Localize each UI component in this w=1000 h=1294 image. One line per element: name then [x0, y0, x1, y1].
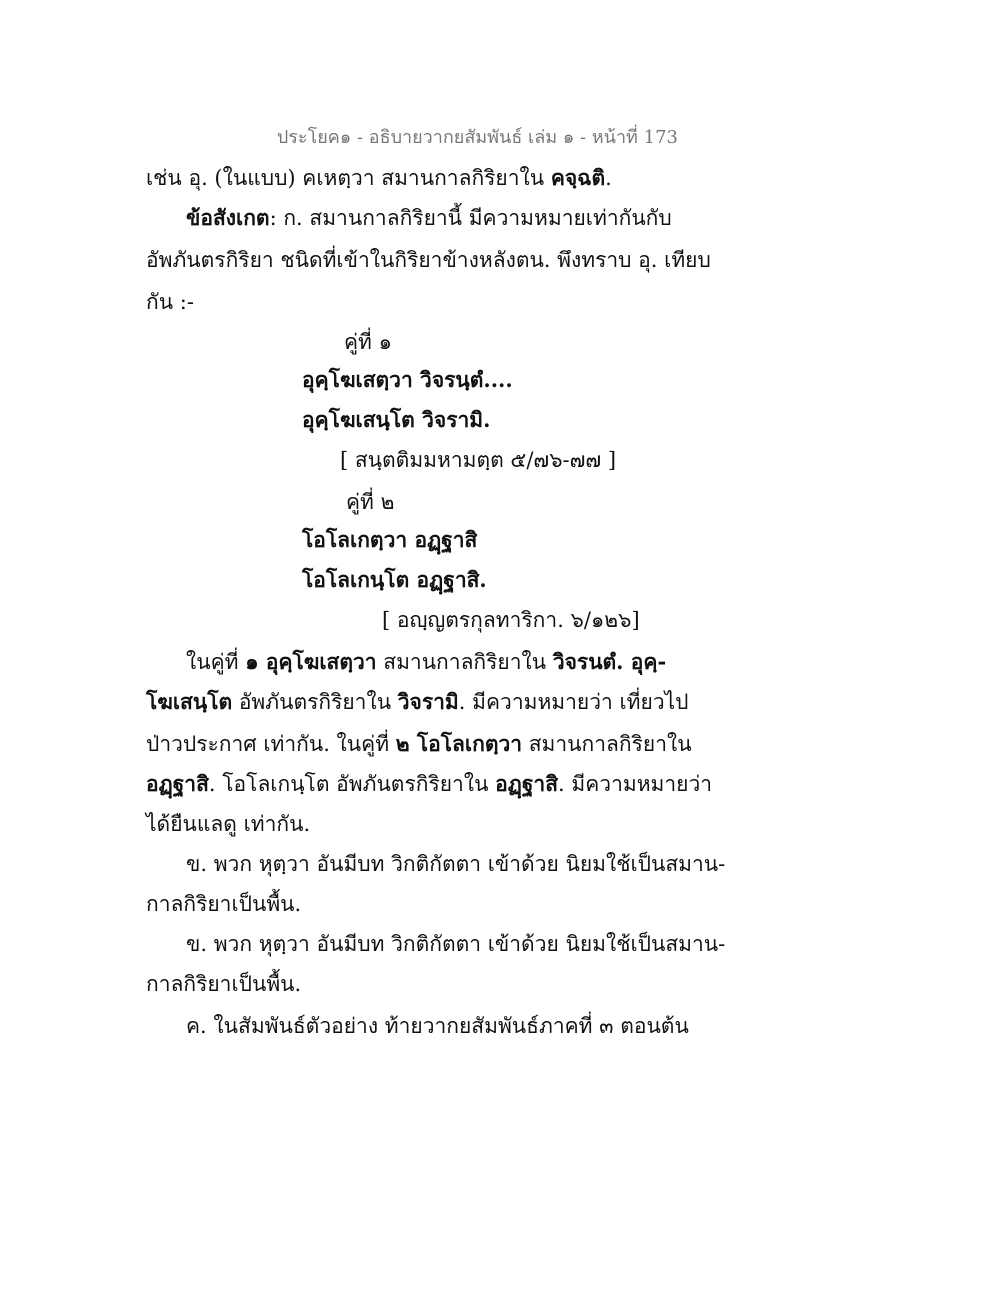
bold-term: อุคฺโฆเสนฺโต วิจรามิ. — [302, 407, 491, 432]
text-segment: ได้ยืนแลดู เท่ากัน. — [146, 812, 311, 836]
text-segment: : ก. สมานกาลกิริยานี้ มีความหมายเท่ากันกับ — [269, 206, 672, 230]
text-segment: สมานกาลกิริยาใน — [522, 732, 692, 756]
bold-term: อฏฺฐาสิ — [495, 771, 559, 796]
example-pair-label — [346, 486, 394, 519]
bold-term: คจฺฉติ — [550, 165, 606, 190]
bold-term: วิจรามิ — [397, 689, 459, 714]
text-line — [186, 646, 666, 679]
page-header: ประโยค๑ - อธิบายวากยสัมพันธ์ เล่ม ๑ - หน้าที่ 173 — [276, 127, 678, 148]
example-pair-label — [344, 326, 392, 359]
text-line — [186, 928, 725, 961]
citation — [382, 604, 640, 637]
text-line — [146, 244, 711, 277]
text-segment: อัพภันตรกิริยา ชนิดที่เข้าในกิริยาข้างหลังตน. พึงทราบ อุ. เทียบ — [146, 248, 711, 272]
bold-term: วิจรนตํ. อุคฺ- — [552, 649, 667, 674]
text-segment: อัพภันตรกิริยาใน — [232, 690, 398, 714]
bold-term: โอโลเกตฺวา อฏฺฐาสิ — [302, 527, 478, 552]
text-segment: ป่าวประกาศ เท่ากัน. ในคู่ที่ — [146, 732, 396, 756]
text-segment: เช่น อุ. (ในแบบ) คเหตฺวา สมานกาลกิริยาใน — [146, 166, 551, 190]
text-segment: ค. ในสัมพันธ์ตัวอย่าง ท้ายวากยสัมพันธ์ภาคที่ ๓ ตอนต้น — [186, 1014, 689, 1038]
example-line — [302, 364, 513, 397]
bold-term: อุคฺโฆเสตฺวา วิจรนฺตํ.... — [302, 367, 513, 392]
text-segment: กัน :- — [146, 290, 194, 314]
text-segment: [ สนฺตติมมหามตฺต ๕/๗๖-๗๗ ] — [340, 448, 617, 472]
example-line — [302, 564, 487, 597]
text-line — [146, 808, 310, 841]
bold-term: ๒ โอโลเกตฺวา — [395, 731, 523, 756]
bold-term: อฏฺฐาสิ — [146, 771, 209, 796]
text-line — [146, 888, 301, 921]
example-line — [302, 404, 490, 437]
bold-term: ๑ อุคฺโฆเสตฺวา — [245, 649, 377, 674]
text-segment: คู่ที่ ๑ — [344, 330, 392, 354]
bold-term: ข้อสังเกต — [186, 205, 270, 230]
text-segment: คู่ที่ ๒ — [346, 490, 395, 514]
text-segment: ข. พวก หุตฺวา อันมีบท วิกติกัตตา เข้าด้วย นิยมใช้เป็นสมาน- — [186, 852, 726, 876]
text-segment: สมานกาลกิริยาใน — [376, 650, 553, 674]
text-line — [146, 728, 692, 761]
text-segment: กาลกิริยาเป็นพื้น. — [146, 892, 302, 916]
text-line — [146, 286, 194, 319]
text-segment: [ อญฺญตรกุลทาริกา. ๖/๑๒๖] — [382, 608, 640, 632]
text-line — [146, 968, 301, 1001]
text-segment: ในคู่ที่ — [186, 650, 246, 674]
text-segment: . มีความหมายว่า — [558, 772, 713, 796]
text-segment: . โอโลเกนฺโต อัพภันตรกิริยาใน — [208, 772, 496, 796]
text-segment: . มีความหมายว่า เที่ยวไป — [458, 690, 689, 714]
text-line — [146, 686, 689, 719]
bold-term: โฆเสนฺโต — [146, 689, 233, 714]
text-line — [186, 1010, 689, 1043]
bold-term: โอโลเกนฺโต อฏฺฐาสิ. — [302, 567, 487, 592]
text-line — [146, 162, 612, 195]
text-segment: . — [605, 166, 612, 190]
text-segment: กาลกิริยาเป็นพื้น. — [146, 972, 302, 996]
citation — [340, 444, 616, 477]
example-line — [302, 524, 477, 557]
text-line — [186, 848, 725, 881]
text-segment: ข. พวก หุตฺวา อันมีบท วิกติกัตตา เข้าด้วย นิยมใช้เป็นสมาน- — [186, 932, 726, 956]
text-line — [146, 768, 712, 801]
text-line — [186, 202, 672, 235]
